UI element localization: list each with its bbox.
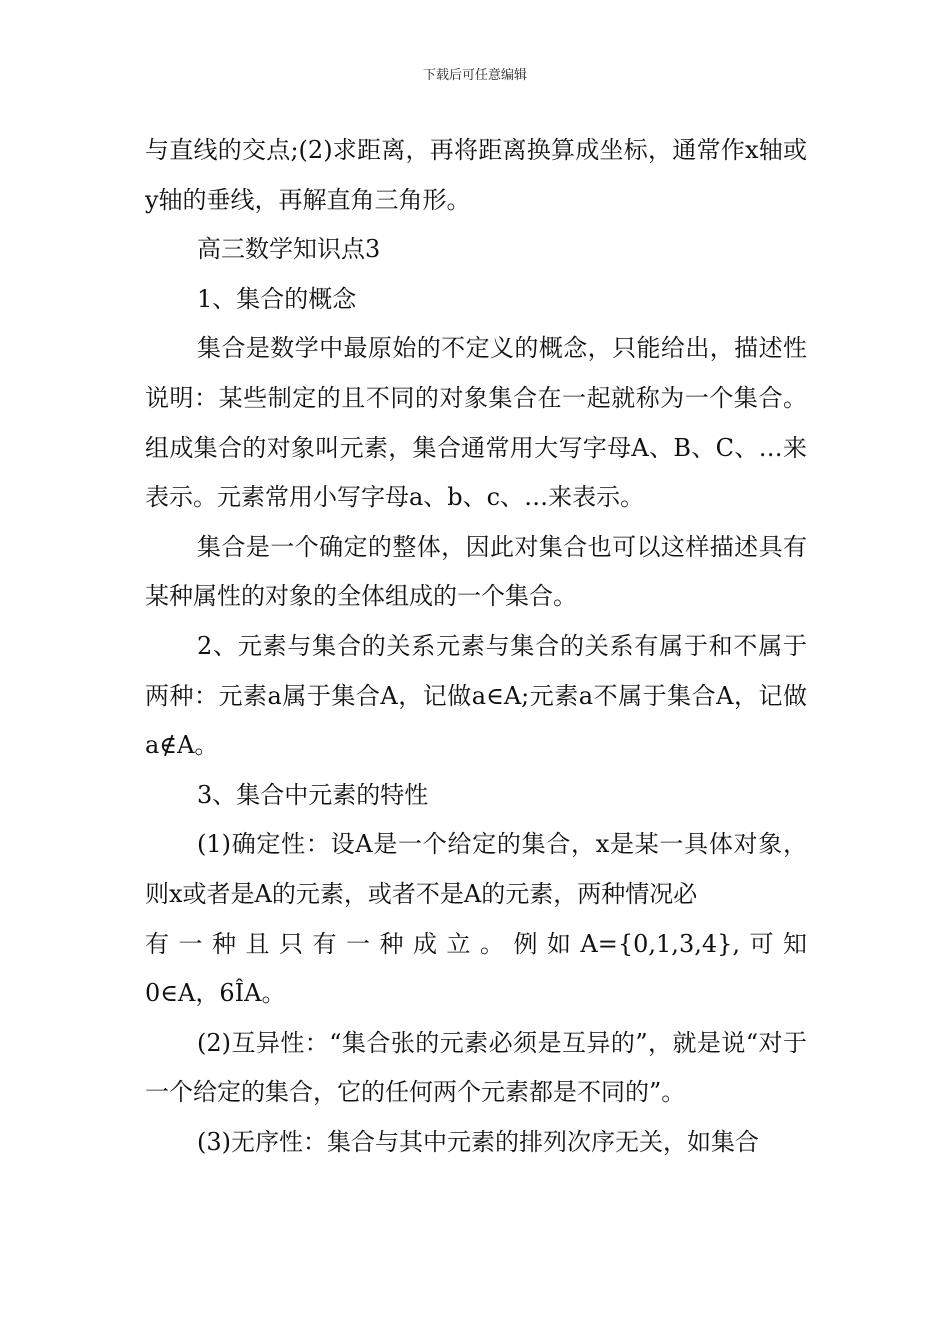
document-body <box>145 126 807 1167</box>
subheading-set-concept: 1、集合的概念 <box>197 284 357 313</box>
paragraph-continuation: 与直线的交点;(2)求距离，再将距离换算成坐标，通常作x轴或y轴的垂线，再解直角三角形。 <box>145 136 807 214</box>
paragraph-determinacy-example: 有一种且只有一种成立。例如A={0,1,3,4},可知 <box>145 929 807 958</box>
paragraph-set-definition: 集合是数学中最原始的不定义的概念，只能给出，描述性说明：某些制定的且不同的对象集合在一起就称为一个集合。组成集合的对象叫元素，集合通常用大写字母A、B、C、…来表示。元素常用小写字母a、b、c、…来表示。 <box>145 334 807 512</box>
page-header: 下载后可任意编辑 <box>422 68 527 83</box>
paragraph-determinacy-result: 0∈A，6ÎA。 <box>145 979 286 1008</box>
paragraph-set-whole: 集合是一个确定的整体，因此对集合也可以这样描述具有某种属性的对象的全体组成的一个集合。 <box>145 532 807 611</box>
paragraph-unordered: (3)无序性：集合与其中元素的排列次序无关，如集合 <box>197 1127 759 1156</box>
section-heading: 高三数学知识点3 <box>197 235 381 264</box>
paragraph-distinctness: (2)互异性：“集合张的元素必须是互异的”，就是说“对于一个给定的集合，它的任何两个元素都是不同的”。 <box>145 1028 807 1107</box>
paragraph-determinacy: (1)确定性：设A是一个给定的集合，x是某一具体对象，则x或者是A的元素，或者不是A的元素，两种情况必 <box>145 830 807 908</box>
subheading-element-properties: 3、集合中元素的特性 <box>197 780 429 809</box>
paragraph-element-relation: 2、元素与集合的关系元素与集合的关系有属于和不属于两种：元素a属于集合A，记做a∈A;元素a不属于集合A，记做a∉A。 <box>145 631 807 760</box>
